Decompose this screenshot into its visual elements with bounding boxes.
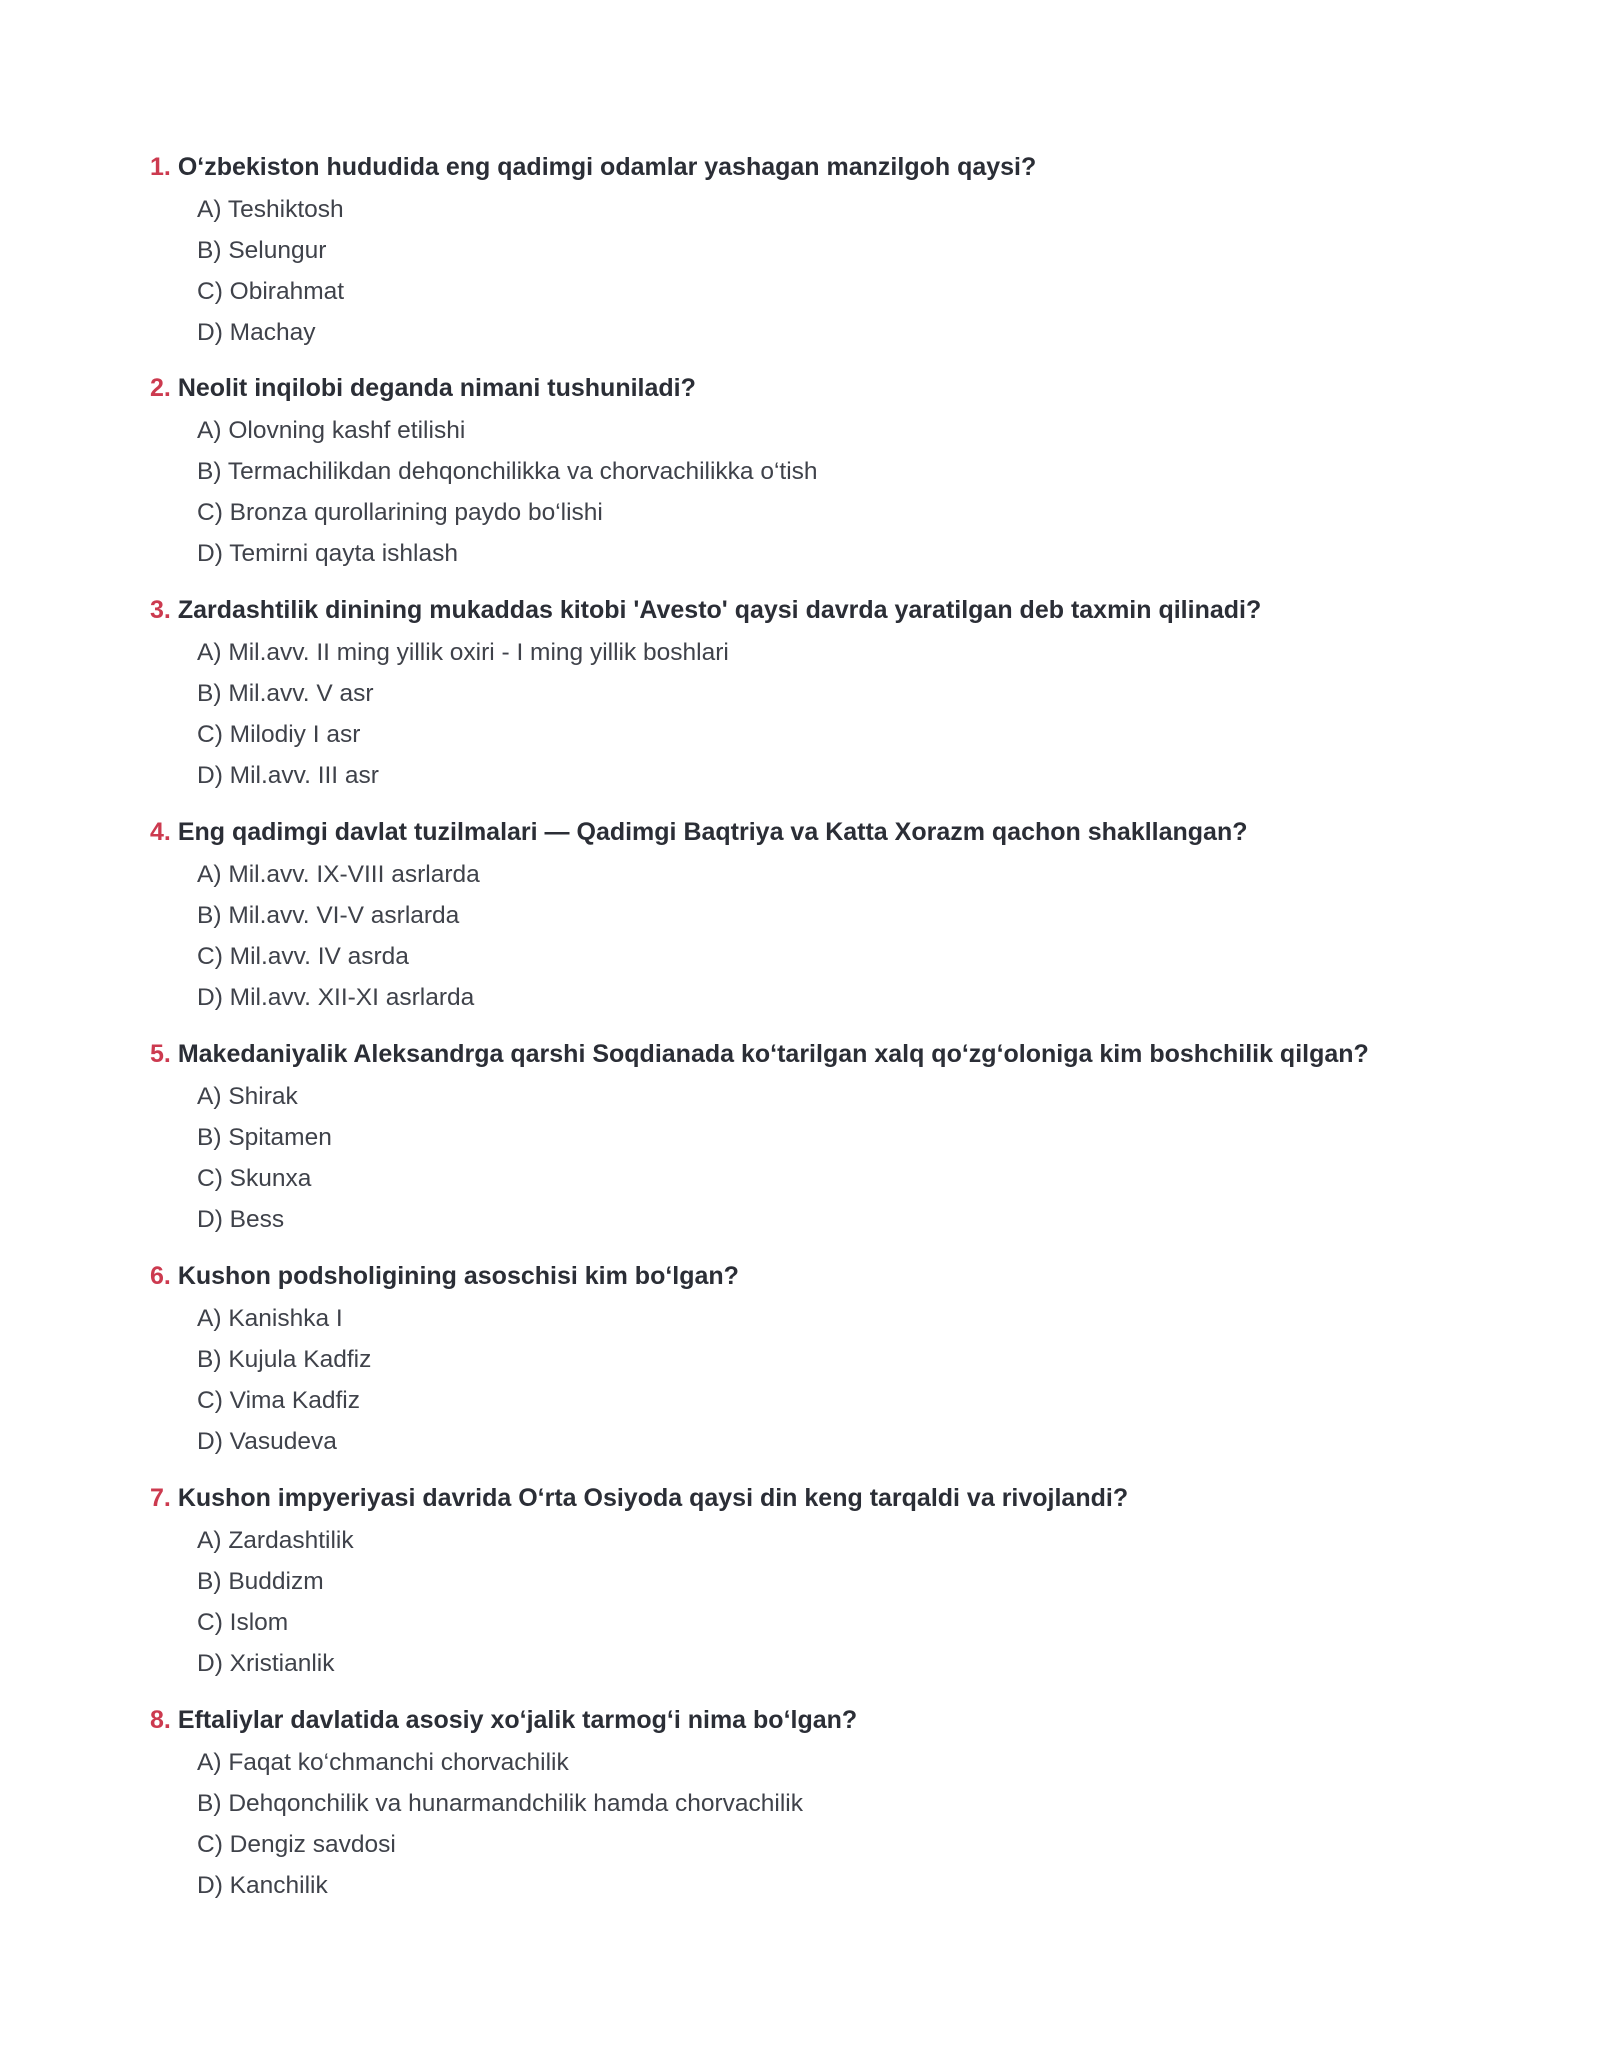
- option-letter: B): [197, 458, 222, 485]
- question-6: [150, 1254, 1470, 1462]
- option-a[interactable]: [197, 1742, 1470, 1783]
- option-b[interactable]: [197, 1561, 1470, 1602]
- option-d[interactable]: [197, 977, 1470, 1018]
- option-text: Mil.avv. IV asrda: [229, 943, 409, 970]
- option-letter: A): [197, 417, 222, 444]
- question-3: [150, 588, 1470, 796]
- option-text: Vasudeva: [229, 1428, 337, 1455]
- option-text: Faqat ko‘chmanchi chorvachilik: [228, 1749, 569, 1776]
- question-7: [150, 1476, 1470, 1684]
- option-text: Bess: [229, 1206, 285, 1233]
- option-text: Vima Kadfiz: [229, 1387, 360, 1414]
- option-letter: C): [197, 1609, 223, 1636]
- question-number: 7.: [150, 1484, 171, 1512]
- option-b[interactable]: [197, 451, 1470, 492]
- question-text: Zardashtilik dinining mukaddas kitobi 'Avesto' qaysi davrda yaratilgan deb taxmin qilinadi?: [177, 596, 1262, 624]
- option-d[interactable]: [197, 755, 1470, 796]
- option-letter: A): [197, 196, 222, 223]
- question-text: Makedaniyalik Aleksandrga qarshi Soqdianada ko‘tarilgan xalq qo‘zg‘oloniga kim boshchilik qilgan?: [177, 1040, 1369, 1068]
- option-letter: A): [197, 1749, 222, 1776]
- option-text: Termachilikdan dehqonchilikka va chorvachilikka o‘tish: [227, 458, 818, 485]
- option-text: Mil.avv. II ming yillik oxiri - I ming yillik boshlari: [228, 639, 729, 666]
- option-text: Mil.avv. XII-XI asrlarda: [229, 984, 475, 1011]
- option-d[interactable]: [197, 312, 1470, 353]
- option-text: Skunxa: [229, 1165, 312, 1192]
- option-text: Islom: [229, 1609, 289, 1636]
- question-number: 1.: [150, 153, 171, 181]
- question-number: 6.: [150, 1262, 171, 1290]
- option-text: Kanishka I: [228, 1305, 343, 1332]
- question-number: 5.: [150, 1040, 171, 1068]
- question-text: Kushon impyeriyasi davrida O‘rta Osiyoda qaysi din keng tarqaldi va rivojlandi?: [177, 1484, 1129, 1512]
- option-letter: A): [197, 1083, 222, 1110]
- question-number: 4.: [150, 818, 171, 846]
- option-letter: B): [197, 1124, 222, 1151]
- option-letter: C): [197, 1165, 223, 1192]
- option-text: Xristianlik: [229, 1650, 335, 1677]
- option-letter: B): [197, 1346, 222, 1373]
- option-c[interactable]: [197, 1824, 1470, 1865]
- option-text: Dehqonchilik va hunarmandchilik hamda chorvachilik: [228, 1790, 803, 1817]
- question-1: [150, 145, 1470, 353]
- option-c[interactable]: [197, 1380, 1470, 1421]
- question-text: Kushon podsholigining asoschisi kim bo‘lgan?: [177, 1262, 739, 1290]
- question-title: [150, 810, 1470, 854]
- option-a[interactable]: [197, 1076, 1470, 1117]
- option-c[interactable]: [197, 1602, 1470, 1643]
- question-5: [150, 1032, 1470, 1240]
- option-text: Teshiktosh: [227, 196, 344, 223]
- option-text: Mil.avv. IX-VIII asrlarda: [228, 861, 480, 888]
- option-b[interactable]: [197, 1783, 1470, 1824]
- question-title: [150, 366, 1470, 410]
- option-text: Temirni qayta ishlash: [229, 540, 459, 567]
- option-d[interactable]: [197, 1421, 1470, 1462]
- option-d[interactable]: [197, 1199, 1470, 1240]
- option-text: Selungur: [228, 237, 327, 264]
- option-letter: C): [197, 499, 223, 526]
- option-c[interactable]: [197, 714, 1470, 755]
- question-title: [150, 1476, 1470, 1520]
- option-text: Dengiz savdosi: [229, 1831, 396, 1858]
- option-c[interactable]: [197, 271, 1470, 312]
- option-letter: D): [197, 1428, 223, 1455]
- option-text: Bronza qurollarining paydo bo‘lishi: [229, 499, 603, 526]
- question-title: [150, 588, 1470, 632]
- question-number: 8.: [150, 1706, 171, 1734]
- option-text: Kujula Kadfiz: [228, 1346, 372, 1373]
- option-letter: C): [197, 943, 223, 970]
- option-text: Machay: [229, 319, 316, 346]
- option-b[interactable]: [197, 1339, 1470, 1380]
- option-a[interactable]: [197, 410, 1470, 451]
- question-title: [150, 1254, 1470, 1298]
- option-text: Mil.avv. V asr: [228, 680, 374, 707]
- option-text: Zardashtilik: [228, 1527, 354, 1554]
- question-number: 3.: [150, 596, 171, 624]
- option-text: Olovning kashf etilishi: [228, 417, 466, 444]
- question-number: 2.: [150, 374, 171, 402]
- option-d[interactable]: [197, 533, 1470, 574]
- option-letter: D): [197, 319, 223, 346]
- option-letter: D): [197, 540, 223, 567]
- option-letter: B): [197, 680, 222, 707]
- question-text: Eftaliylar davlatida asosiy xo‘jalik tarmog‘i nima bo‘lgan?: [177, 1706, 858, 1734]
- option-text: Buddizm: [228, 1568, 324, 1595]
- option-letter: D): [197, 1872, 223, 1899]
- option-d[interactable]: [197, 1865, 1470, 1906]
- option-letter: C): [197, 721, 223, 748]
- option-b[interactable]: [197, 895, 1470, 936]
- question-8: [150, 1698, 1470, 1906]
- option-letter: B): [197, 1568, 222, 1595]
- option-d[interactable]: [197, 1643, 1470, 1684]
- question-title: [150, 1032, 1470, 1076]
- option-letter: D): [197, 1650, 223, 1677]
- option-c[interactable]: [197, 492, 1470, 533]
- option-c[interactable]: [197, 1158, 1470, 1199]
- option-letter: D): [197, 762, 223, 789]
- question-text: Neolit inqilobi deganda nimani tushuniladi?: [177, 374, 696, 402]
- option-letter: A): [197, 639, 222, 666]
- option-text: Milodiy I asr: [229, 721, 361, 748]
- option-letter: D): [197, 1206, 223, 1233]
- option-letter: A): [197, 1305, 222, 1332]
- option-letter: A): [197, 1527, 222, 1554]
- question-4: [150, 810, 1470, 1018]
- question-title: [150, 145, 1470, 189]
- option-text: Shirak: [228, 1083, 298, 1110]
- option-letter: A): [197, 861, 222, 888]
- option-b[interactable]: [197, 1117, 1470, 1158]
- option-text: Spitamen: [228, 1124, 332, 1151]
- option-c[interactable]: [197, 936, 1470, 977]
- option-letter: C): [197, 278, 223, 305]
- option-letter: C): [197, 1387, 223, 1414]
- option-a[interactable]: [197, 632, 1470, 673]
- question-text: Eng qadimgi davlat tuzilmalari — Qadimgi Baqtriya va Katta Xorazm qachon shakllangan?: [177, 818, 1248, 846]
- question-title: [150, 1698, 1470, 1742]
- option-letter: C): [197, 1831, 223, 1858]
- question-2: [150, 366, 1470, 574]
- option-letter: B): [197, 237, 222, 264]
- option-text: Kanchilik: [229, 1872, 328, 1899]
- option-a[interactable]: [197, 1520, 1470, 1561]
- option-b[interactable]: [197, 230, 1470, 271]
- option-a[interactable]: [197, 854, 1470, 895]
- option-b[interactable]: [197, 673, 1470, 714]
- option-letter: B): [197, 902, 222, 929]
- option-letter: B): [197, 1790, 222, 1817]
- option-text: Mil.avv. VI-V asrlarda: [228, 902, 460, 929]
- question-text: O‘zbekiston hududida eng qadimgi odamlar yashagan manzilgoh qaysi?: [177, 153, 1037, 181]
- option-text: Mil.avv. III asr: [229, 762, 379, 789]
- option-a[interactable]: [197, 189, 1470, 230]
- option-a[interactable]: [197, 1298, 1470, 1339]
- option-letter: D): [197, 984, 223, 1011]
- option-text: Obirahmat: [229, 278, 345, 305]
